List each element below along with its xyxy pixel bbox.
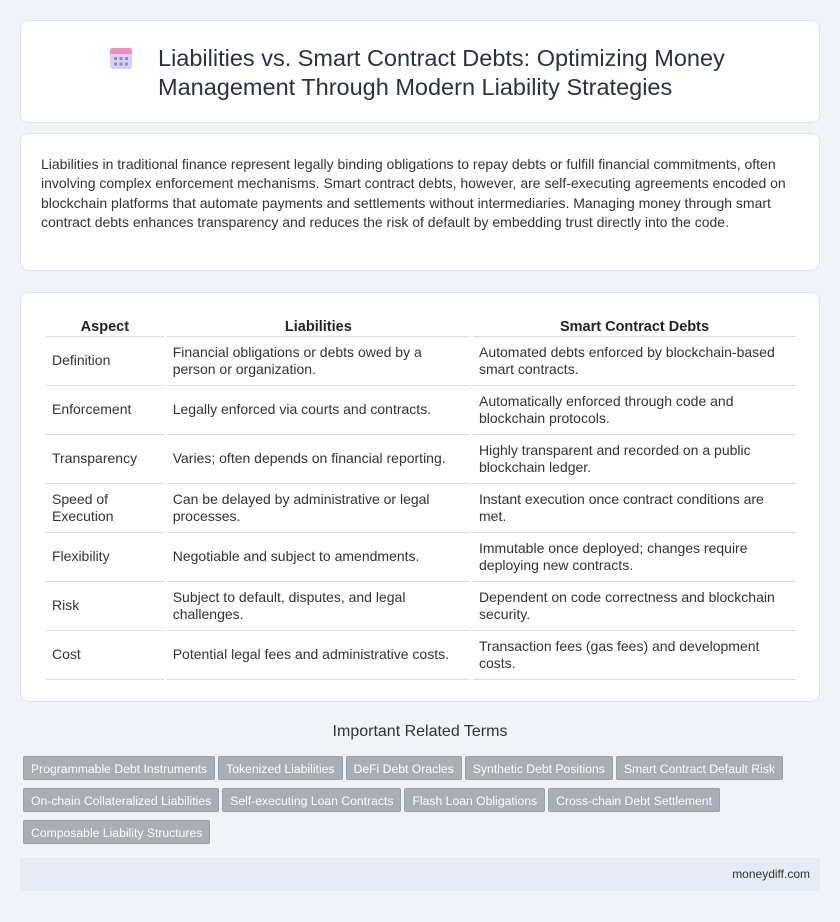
table-cell: Negotiable and subject to amendments. [167,533,470,582]
footer-site-link[interactable]: moneydiff.com [732,867,810,881]
page-title: Liabilities vs. Smart Contract Debts: Optimizing Money Management Through Modern Liability Strategies [158,45,725,100]
comparison-table [43,315,799,680]
intro-card [20,133,820,271]
table-cell: Subject to default, disputes, and legal challenges. [167,582,470,631]
table-cell: Transparency [46,435,164,484]
table-header-row [46,315,796,337]
table-cell: Can be delayed by administrative or legal processes. [167,484,470,533]
table-cell: Varies; often depends on financial reporting. [167,435,470,484]
related-term-tag[interactable]: Smart Contract Default Risk [616,756,783,780]
footer [20,858,820,891]
table-row [46,533,796,582]
table-cell: Potential legal fees and administrative costs. [167,631,470,680]
table-cell: Flexibility [46,533,164,582]
table-cell: Transaction fees (gas fees) and development costs. [473,631,796,680]
related-terms-heading: Important Related Terms [332,723,508,740]
table-cell: Legally enforced via courts and contracts. [167,386,470,435]
table-row [46,435,796,484]
table-cell: Financial obligations or debts owed by a person or organization. [167,337,470,386]
related-term-tag[interactable]: Synthetic Debt Positions [465,756,613,780]
related-terms-list [23,756,803,852]
table-cell: Automatically enforced through code and blockchain protocols. [473,386,796,435]
table-row [46,386,796,435]
related-term-tag[interactable]: Flash Loan Obligations [404,788,545,812]
intro-paragraph: Liabilities in traditional finance represent legally binding obligations to repay debts or fulfill financial commitments, often involving complex enforcement mechanisms. Smart contract debts, however, are self-executing agreements encoded on blockchain platforms that automate payments and settlements without intermediaries. Managing money through smart contract debts enhances transparency and reduces the risk of default by embedding trust directly into the code. [41,156,786,230]
table-cell: Highly transparent and recorded on a public blockchain ledger. [473,435,796,484]
column-header-aspect: Aspect [46,315,164,337]
table-cell: Risk [46,582,164,631]
title-card [20,20,820,123]
table-cell: Speed of Execution [46,484,164,533]
column-header-smart-contract-debts: Smart Contract Debts [473,315,796,337]
table-cell: Enforcement [46,386,164,435]
table-cell: Immutable once deployed; changes require deploying new contracts. [473,533,796,582]
comparison-table-card [20,292,820,702]
table-row [46,582,796,631]
related-term-tag[interactable]: Tokenized Liabilities [218,756,342,780]
related-term-tag[interactable]: Cross-chain Debt Settlement [548,788,720,812]
table-cell: Definition [46,337,164,386]
table-row [46,337,796,386]
table-cell: Automated debts enforced by blockchain-based smart contracts. [473,337,796,386]
table-cell: Cost [46,631,164,680]
column-header-liabilities: Liabilities [167,315,470,337]
related-term-tag[interactable]: Composable Liability Structures [23,820,210,844]
calendar-grid-icon [109,46,133,70]
table-cell: Dependent on code correctness and blockchain security. [473,582,796,631]
related-term-tag[interactable]: Self-executing Loan Contracts [222,788,401,812]
related-term-tag[interactable]: DeFi Debt Oracles [346,756,462,780]
related-term-tag[interactable]: Programmable Debt Instruments [23,756,215,780]
table-cell: Instant execution once contract conditions are met. [473,484,796,533]
related-term-tag[interactable]: On-chain Collateralized Liabilities [23,788,219,812]
table-row [46,484,796,533]
table-row [46,631,796,680]
